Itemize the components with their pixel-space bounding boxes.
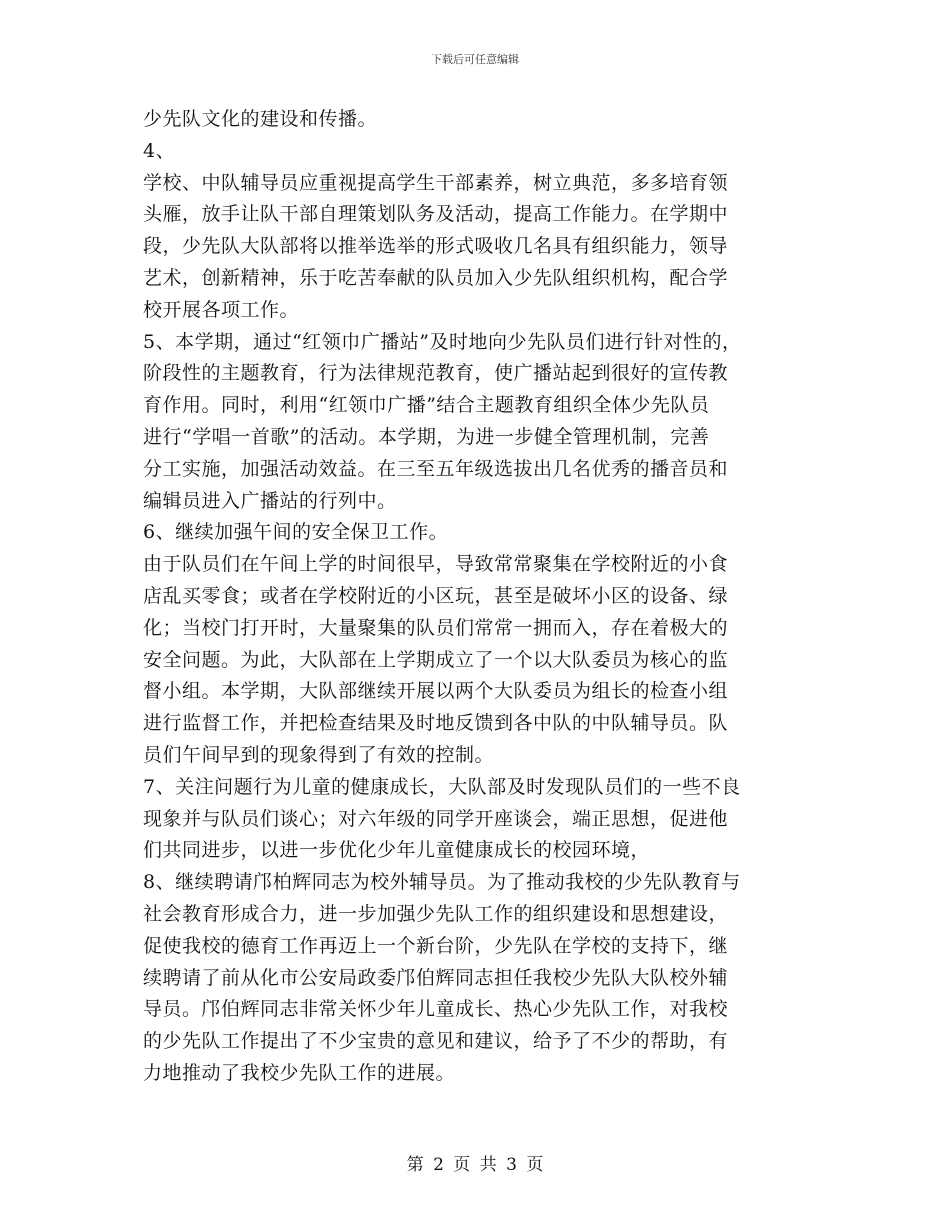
body-text-line: 进行“学唱一首歌”的活动。本学期，为进一步健全管理机制，完善 <box>143 425 710 448</box>
body-text-line: 学校、中队辅导员应重视提高学生干部素养，树立典范，多多培育领 <box>143 171 729 194</box>
body-text-line: 少先队文化的建设和传播。 <box>143 108 378 130</box>
body-text-line: 店乱买零食；或者在学校附近的小区玩，甚至是破坏小区的设备、绿 <box>143 584 729 607</box>
body-text-line: 续聘请了前从化市公安局政委邝伯辉同志担任我校少先队大队校外辅 <box>143 966 729 989</box>
body-text-line: 进行监督工作，并把检查结果及时地反馈到各中队的中队辅导员。队 <box>143 712 729 735</box>
body-text-line: 4、 <box>143 139 176 162</box>
body-text-line: 6、继续加强午间的安全保卫工作。 <box>143 521 449 544</box>
body-text-line: 现象并与队员们谈心；对六年级的同学开座谈会，端正思想，促进他 <box>143 807 729 830</box>
body-text-line: 化；当校门打开时，大量聚集的队员们常常一拥而入，存在着极大的 <box>143 616 729 639</box>
body-text-line: 由于队员们在午间上学的时间很早，导致常常聚集在学校附近的小食 <box>143 553 729 576</box>
body-text-line: 导员。邝伯辉同志非常关怀少年儿童成长、热心少先队工作，对我校 <box>143 998 729 1021</box>
body-text-line: 8、继续聘请邝柏辉同志为校外辅导员。为了推动我校的少先队教育与 <box>143 871 741 894</box>
body-text-line: 校开展各项工作。 <box>143 298 300 321</box>
document-body <box>143 104 823 1090</box>
page-header: 下载后可任意编辑 <box>431 53 519 66</box>
body-text-line: 的少先队工作提出了不少宝贵的意见和建议，给予了不少的帮助，有 <box>143 1030 729 1053</box>
body-text-line: 7、关注问题行为儿童的健康成长，大队部及时发现队员们的一些不良 <box>143 775 741 798</box>
body-text-line: 们共同进步，以进一步优化少年儿童健康成长的校园环境， <box>143 839 651 862</box>
page-footer: 第 2 页 共 3 页 <box>406 1155 544 1175</box>
body-text-line: 育作用。同时，利用“红领巾广播”结合主题教育组织全体少先队员 <box>143 394 710 417</box>
body-text-line: 编辑员进入广播站的行列中。 <box>143 489 397 512</box>
body-text-line: 安全问题。为此，大队部在上学期成立了一个以大队委员为核心的监 <box>143 648 729 671</box>
body-text-line: 社会教育形成合力，进一步加强少先队工作的组织建设和思想建设， <box>143 902 729 925</box>
body-text-line: 段，少先队大队部将以推举选举的形式吸收几名具有组织能力，领导 <box>143 235 729 258</box>
body-text-line: 阶段性的主题教育，行为法律规范教育，使广播站起到很好的宣传教 <box>143 362 729 385</box>
body-text-line: 头雁，放手让队干部自理策划队务及活动，提高工作能力。在学期中 <box>143 203 729 226</box>
body-text-line: 员们午间早到的现象得到了有效的控制。 <box>143 743 495 766</box>
body-text-line: 艺术，创新精神，乐于吃苦奉献的队员加入少先队组织机构，配合学 <box>143 266 729 289</box>
body-text-line: 督小组。本学期，大队部继续开展以两个大队委员为组长的检查小组 <box>143 680 729 703</box>
body-text-line: 促使我校的德育工作再迈上一个新台阶，少先队在学校的支持下，继 <box>143 934 729 957</box>
body-text-line: 5、本学期，通过“红领巾广播站”及时地向少先队员们进行针对性的， <box>143 330 742 353</box>
body-text-line: 力地推动了我校少先队工作的进展。 <box>143 1061 456 1084</box>
body-text-line: 分工实施，加强活动效益。在三至五年级选拔出几名优秀的播音员和 <box>143 457 729 480</box>
